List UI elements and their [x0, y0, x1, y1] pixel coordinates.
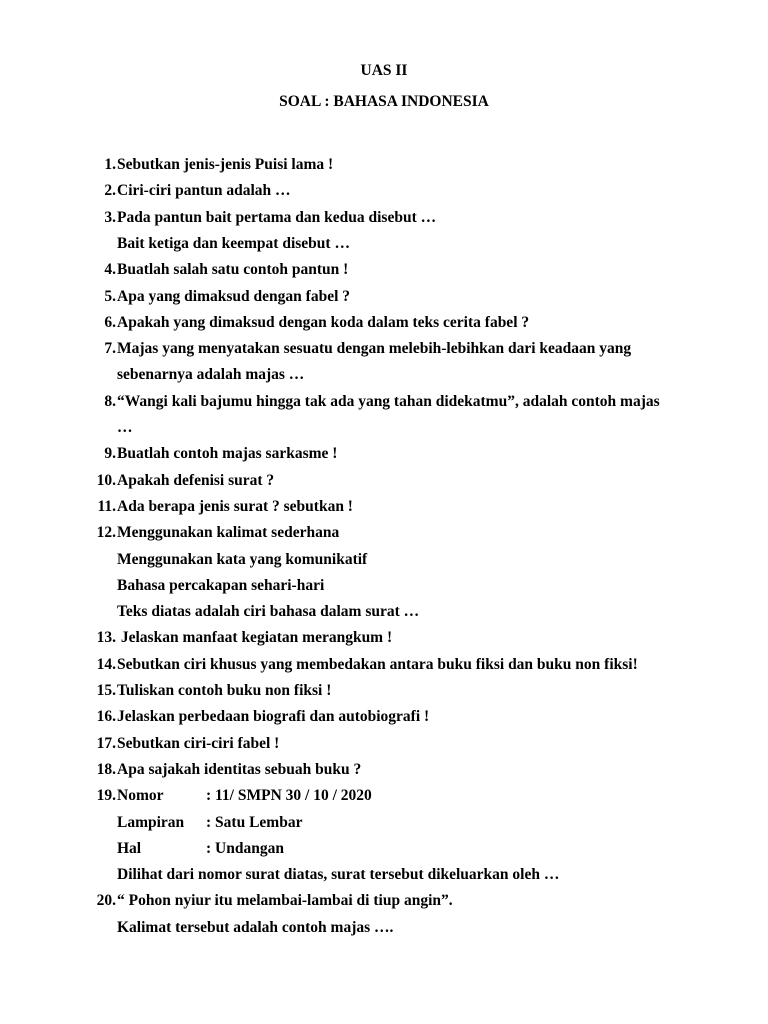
question-number: 15.: [96, 682, 116, 699]
question-number: 1.: [104, 156, 116, 173]
question-number: 5.: [104, 287, 116, 305]
question-number: 13.: [96, 629, 116, 647]
question-continuation: Menggunakan kata yang komunikatif: [117, 550, 368, 568]
letter-field-value: : 11/ SMPN 30 / 10 / 2020: [206, 787, 372, 805]
question-text: “Wangi kali bajumu hingga tak ada yang tahan didekatmu”, adalah contoh majas: [117, 392, 660, 410]
question-number: 7.: [104, 340, 116, 358]
question-text: Buatlah contoh majas sarkasme !: [117, 445, 338, 463]
question-continuation: Bait ketiga dan keempat disebut …: [117, 234, 350, 252]
question-text: Sebutkan ciri-ciri fabel !: [117, 734, 280, 752]
document-subtitle: SOAL : BAHASA INDONESIA: [279, 93, 489, 110]
question-number: 2.: [104, 182, 116, 200]
question-number: 12.: [96, 524, 116, 542]
question-continuation: sebenarnya adalah majas …: [117, 366, 305, 384]
question-text: Buatlah salah satu contoh pantun !: [117, 261, 349, 279]
question-number: 9.: [104, 445, 116, 463]
question-number: 3.: [104, 208, 116, 226]
question-number: 17.: [96, 734, 116, 752]
question-number: 11.: [97, 497, 116, 515]
question-text: Jelaskan perbedaan biografi dan autobiografi !: [117, 708, 430, 726]
question-text: Tuliskan contoh buku non fiksi !: [117, 682, 332, 699]
question-number: 18.: [96, 760, 116, 778]
question-text: Apa sajakah identitas sebuah buku ?: [117, 760, 362, 778]
question-text: Apakah defenisi surat ?: [117, 471, 275, 489]
document-title: UAS II: [360, 62, 408, 79]
question-number: 19.: [96, 787, 116, 805]
letter-field-label: Hal: [117, 839, 142, 857]
question-number: 14.: [96, 655, 116, 673]
question-continuation: Dilihat dari nomor surat diatas, surat tersebut dikeluarkan oleh …: [117, 866, 560, 884]
letter-field-value: : Satu Lembar: [206, 813, 303, 831]
question-text: Apakah yang dimaksud dengan koda dalam teks cerita fabel ?: [117, 313, 530, 331]
question-text: “ Pohon nyiur itu melambai-lambai di tiup angin”.: [117, 892, 453, 910]
question-continuation: Teks diatas adalah ciri bahasa dalam surat …: [117, 603, 420, 621]
question-number: 8.: [104, 392, 116, 410]
question-text: Ada berapa jenis surat ? sebutkan !: [117, 497, 353, 515]
question-text: Jelaskan manfaat kegiatan merangkum !: [117, 629, 393, 647]
letter-field-value: : Undangan: [206, 839, 284, 857]
letter-field-label: Nomor: [117, 787, 164, 805]
letter-field-label: Lampiran: [117, 813, 185, 831]
question-number: 4.: [104, 261, 116, 279]
question-continuation: Bahasa percakapan sehari-hari: [117, 576, 325, 594]
question-continuation: Kalimat tersebut adalah contoh majas ….: [117, 918, 394, 936]
question-text: Apa yang dimaksud dengan fabel ?: [117, 287, 350, 305]
question-text: Sebutkan jenis-jenis Puisi lama !: [117, 156, 334, 173]
question-number: 10.: [96, 471, 116, 489]
question-number: 16.: [96, 708, 116, 726]
question-text: Sebutkan ciri khusus yang membedakan antara buku fiksi dan buku non fiksi!: [117, 655, 638, 673]
question-text: Ciri-ciri pantun adalah …: [117, 182, 291, 200]
question-text: Majas yang menyatakan sesuatu dengan melebih-lebihkan dari keadaan yang: [117, 340, 632, 358]
question-number: 6.: [104, 313, 116, 331]
question-number: 20.: [96, 892, 116, 910]
question-continuation: …: [117, 419, 133, 436]
question-text: Menggunakan kalimat sederhana: [117, 524, 340, 542]
question-text: Pada pantun bait pertama dan kedua disebut …: [117, 208, 437, 226]
